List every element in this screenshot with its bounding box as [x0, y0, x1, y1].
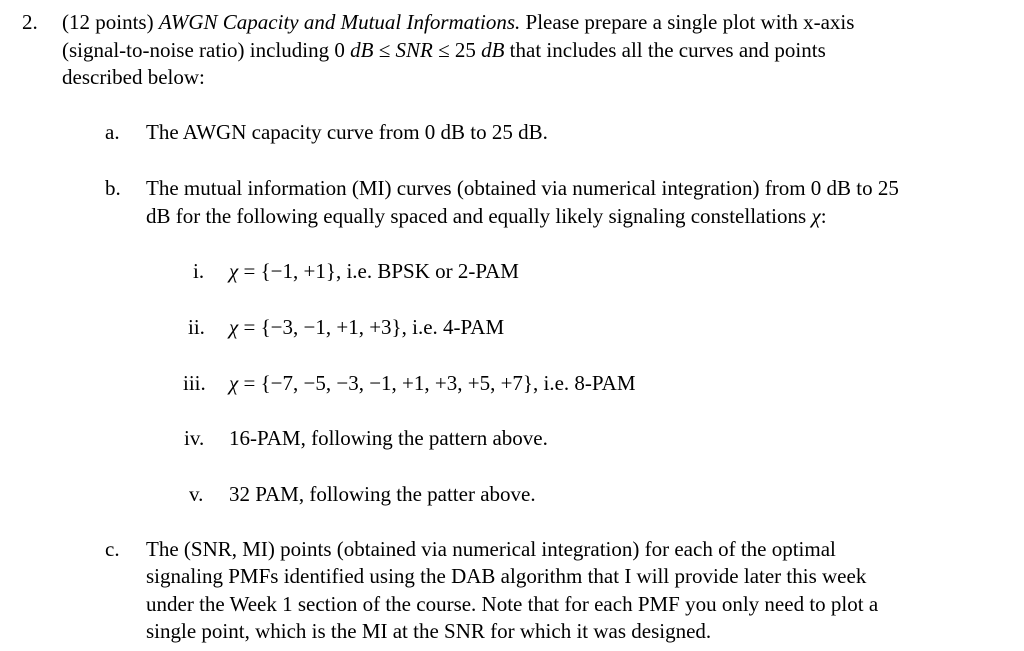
- subitem-iii-text: χ = {−7, −5, −3, −1, +1, +3, +5, +7}, i.e. 8-PAM: [229, 371, 636, 395]
- problem-intro-line1: [62, 9, 854, 36]
- problem-number: 2.: [22, 10, 38, 34]
- problem-intro-rest: Please prepare a single plot with x-axis: [525, 10, 855, 34]
- subitem-iv-text: 16-PAM, following the pattern above.: [229, 426, 548, 450]
- subitem-i-text: χ = {−1, +1}, i.e. BPSK or 2-PAM: [229, 259, 519, 283]
- item-b-line1: The mutual information (MI) curves (obtained via numerical integration) from 0 dB to 25: [146, 176, 899, 200]
- subitem-iv-label: iv.: [184, 426, 205, 450]
- intro-line2-prefix: (signal-to-noise ratio) including: [62, 38, 330, 62]
- item-c-label: c.: [105, 537, 120, 561]
- item-c-line1: The (SNR, MI) points (obtained via numerical integration) for each of the optimal: [146, 537, 836, 561]
- constellation-symbol: χ: [811, 204, 821, 228]
- snr-range-math: 0 dB ≤ SNR ≤ 25 dB: [334, 38, 505, 62]
- problem-intro-line3: described below:: [62, 65, 205, 89]
- subitem-i-label: i.: [193, 259, 205, 283]
- subitem-ii-text: χ = {−3, −1, +1, +3}, i.e. 4-PAM: [229, 315, 505, 339]
- item-c-line3: under the Week 1 section of the course. Note that for each PMF you only need to plot a: [146, 592, 879, 616]
- item-b-line2: dB for the following equally spaced and equally likely signaling constellations χ:: [146, 204, 827, 228]
- item-b-label: b.: [105, 176, 121, 200]
- subitem-iii-label: iii.: [183, 371, 206, 395]
- item-a-text: The AWGN capacity curve from 0 dB to 25 dB.: [146, 120, 548, 144]
- intro-line2-suffix: that includes all the curves and points: [509, 38, 826, 62]
- problem-points: (12 points): [62, 10, 154, 34]
- subitem-v-text: 32 PAM, following the patter above.: [229, 482, 536, 506]
- item-c-line4: single point, which is the MI at the SNR for which it was designed.: [146, 619, 712, 643]
- item-c-line2: signaling PMFs identified using the DAB algorithm that I will provide later this week: [146, 564, 867, 588]
- subitem-v-label: v.: [189, 482, 204, 506]
- subitem-ii-label: ii.: [188, 315, 205, 339]
- problem-title: AWGN Capacity and Mutual Informations.: [158, 10, 521, 34]
- item-a-label: a.: [105, 120, 120, 144]
- problem-intro-line2: [62, 37, 826, 64]
